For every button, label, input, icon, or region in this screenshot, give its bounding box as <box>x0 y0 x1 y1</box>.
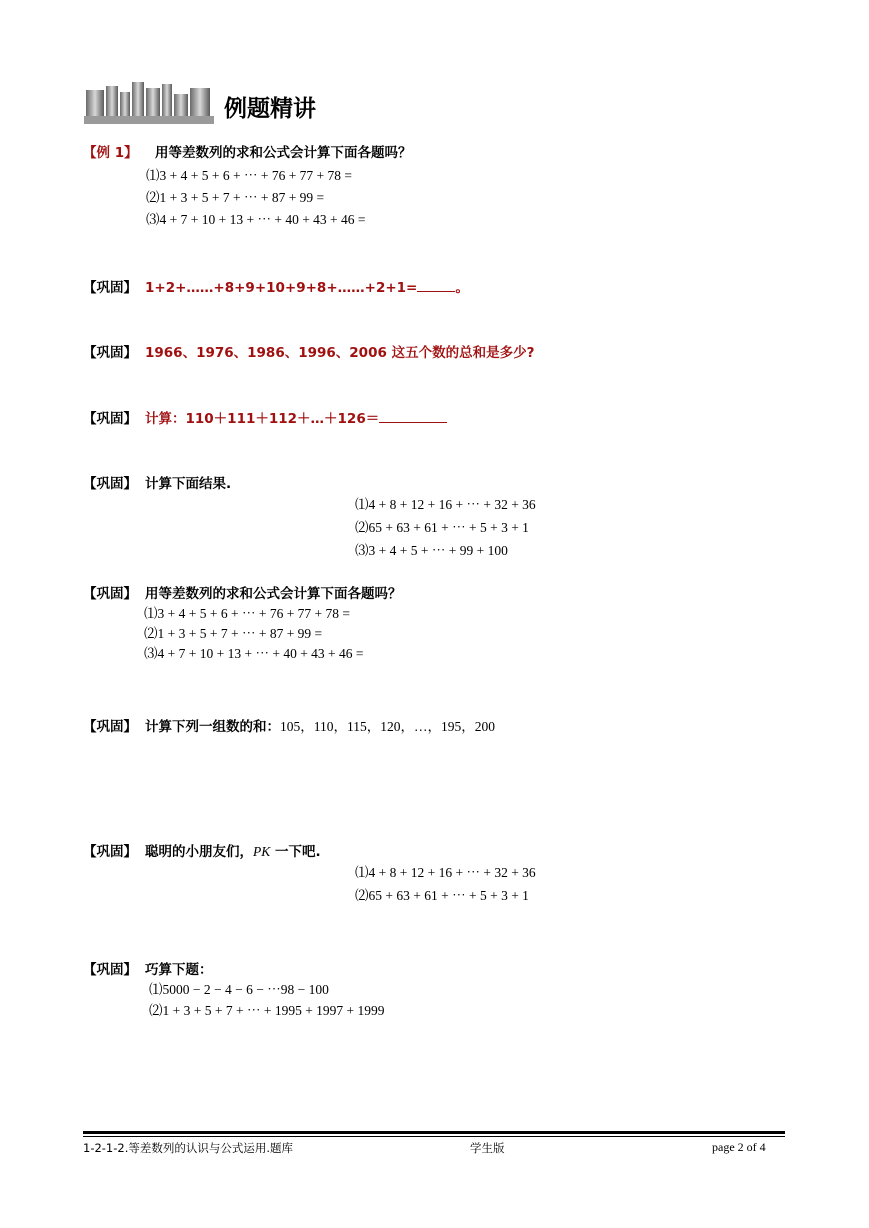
example-question: 用等差数列的求和公式会计算下面各题吗？ <box>155 145 412 161</box>
drill3-expr: 110＋111＋112＋…＋126＝ <box>185 411 380 427</box>
books-shelf-icon <box>82 78 217 128</box>
drill5-item-3: ⑶4 + 7 + 10 + 13 + ⋯ + 40 + 43 + 46 = <box>144 646 364 661</box>
footer-edition: 学生版 <box>470 1141 505 1155</box>
drill7-pk: PK <box>253 844 271 859</box>
drill6-numbers: 105，110，115，120，…，195，200 <box>280 719 495 734</box>
drill8-text: 巧算下题： <box>145 962 213 978</box>
drill5-item-2: ⑵1 + 3 + 5 + 7 + ⋯ + 87 + 99 = <box>144 626 323 641</box>
drill6-prompt: 计算下列一组数的和： <box>145 719 280 735</box>
answer-blank <box>417 279 455 292</box>
drill7-text-a: 聪明的小朋友们， <box>145 844 253 860</box>
drill4-item-3: ⑶3 + 4 + 5 + ⋯ + 99 + 100 <box>355 543 508 558</box>
section-title: 例题精讲 <box>224 96 316 122</box>
drill4-item-1: ⑴4 + 8 + 12 + 16 + ⋯ + 32 + 36 <box>355 497 536 512</box>
drill-label: 【巩固】 <box>83 844 137 860</box>
drill1-suffix: 。 <box>455 280 469 296</box>
footer-rule-thick <box>83 1131 785 1134</box>
drill2-text: 1966、1976、1986、1996、2006 这五个数的总和是多少? <box>145 345 535 361</box>
drill3-prefix: 计算： <box>145 411 186 427</box>
answer-blank <box>379 410 447 423</box>
drill7-item-2: ⑵65 + 63 + 61 + ⋯ + 5 + 3 + 1 <box>355 888 529 903</box>
example-label: 【例 1】 <box>83 145 138 161</box>
drill4-item-2: ⑵65 + 63 + 61 + ⋯ + 5 + 3 + 1 <box>355 520 529 535</box>
section-banner <box>82 78 217 128</box>
drill7-item-1: ⑴4 + 8 + 12 + 16 + ⋯ + 32 + 36 <box>355 865 536 880</box>
drill5-text: 用等差数列的求和公式会计算下面各题吗？ <box>145 586 402 602</box>
example-item-3: ⑶4 + 7 + 10 + 13 + ⋯ + 40 + 43 + 46 = <box>146 212 366 227</box>
drill3-text <box>145 407 447 427</box>
drill1-text <box>145 276 469 296</box>
drill4-text: 计算下面结果. <box>145 476 232 492</box>
drill-label: 【巩固】 <box>83 586 137 602</box>
drill5-item-1: ⑴3 + 4 + 5 + 6 + ⋯ + 76 + 77 + 78 = <box>144 606 351 621</box>
drill-label: 【巩固】 <box>83 962 137 978</box>
example-item-1: ⑴3 + 4 + 5 + 6 + ⋯ + 76 + 77 + 78 = <box>146 168 353 183</box>
drill8-item-1: ⑴5000 − 2 − 4 − 6 − ⋯98 − 100 <box>149 982 329 997</box>
drill-label: 【巩固】 <box>83 345 137 361</box>
drill1-expr: 1+2+……+8+9+10+9+8+……+2+1= <box>145 280 418 296</box>
drill-label: 【巩固】 <box>83 476 137 492</box>
footer-doc-title: 1-2-1-2.等差数列的认识与公式运用.题库 <box>83 1141 294 1155</box>
drill7-text-b: 一下吧. <box>270 844 321 860</box>
drill-label: 【巩固】 <box>83 411 137 427</box>
footer-rule-thin <box>83 1136 785 1137</box>
example-item-2: ⑵1 + 3 + 5 + 7 + ⋯ + 87 + 99 = <box>146 190 325 205</box>
drill-label: 【巩固】 <box>83 719 137 735</box>
drill7-text <box>145 840 321 860</box>
drill6-text <box>145 715 495 735</box>
drill-label: 【巩固】 <box>83 280 137 296</box>
drill8-item-2: ⑵1 + 3 + 5 + 7 + ⋯ + 1995 + 1997 + 1999 <box>149 1003 385 1018</box>
footer-page-number: page 2 of 4 <box>712 1140 766 1154</box>
